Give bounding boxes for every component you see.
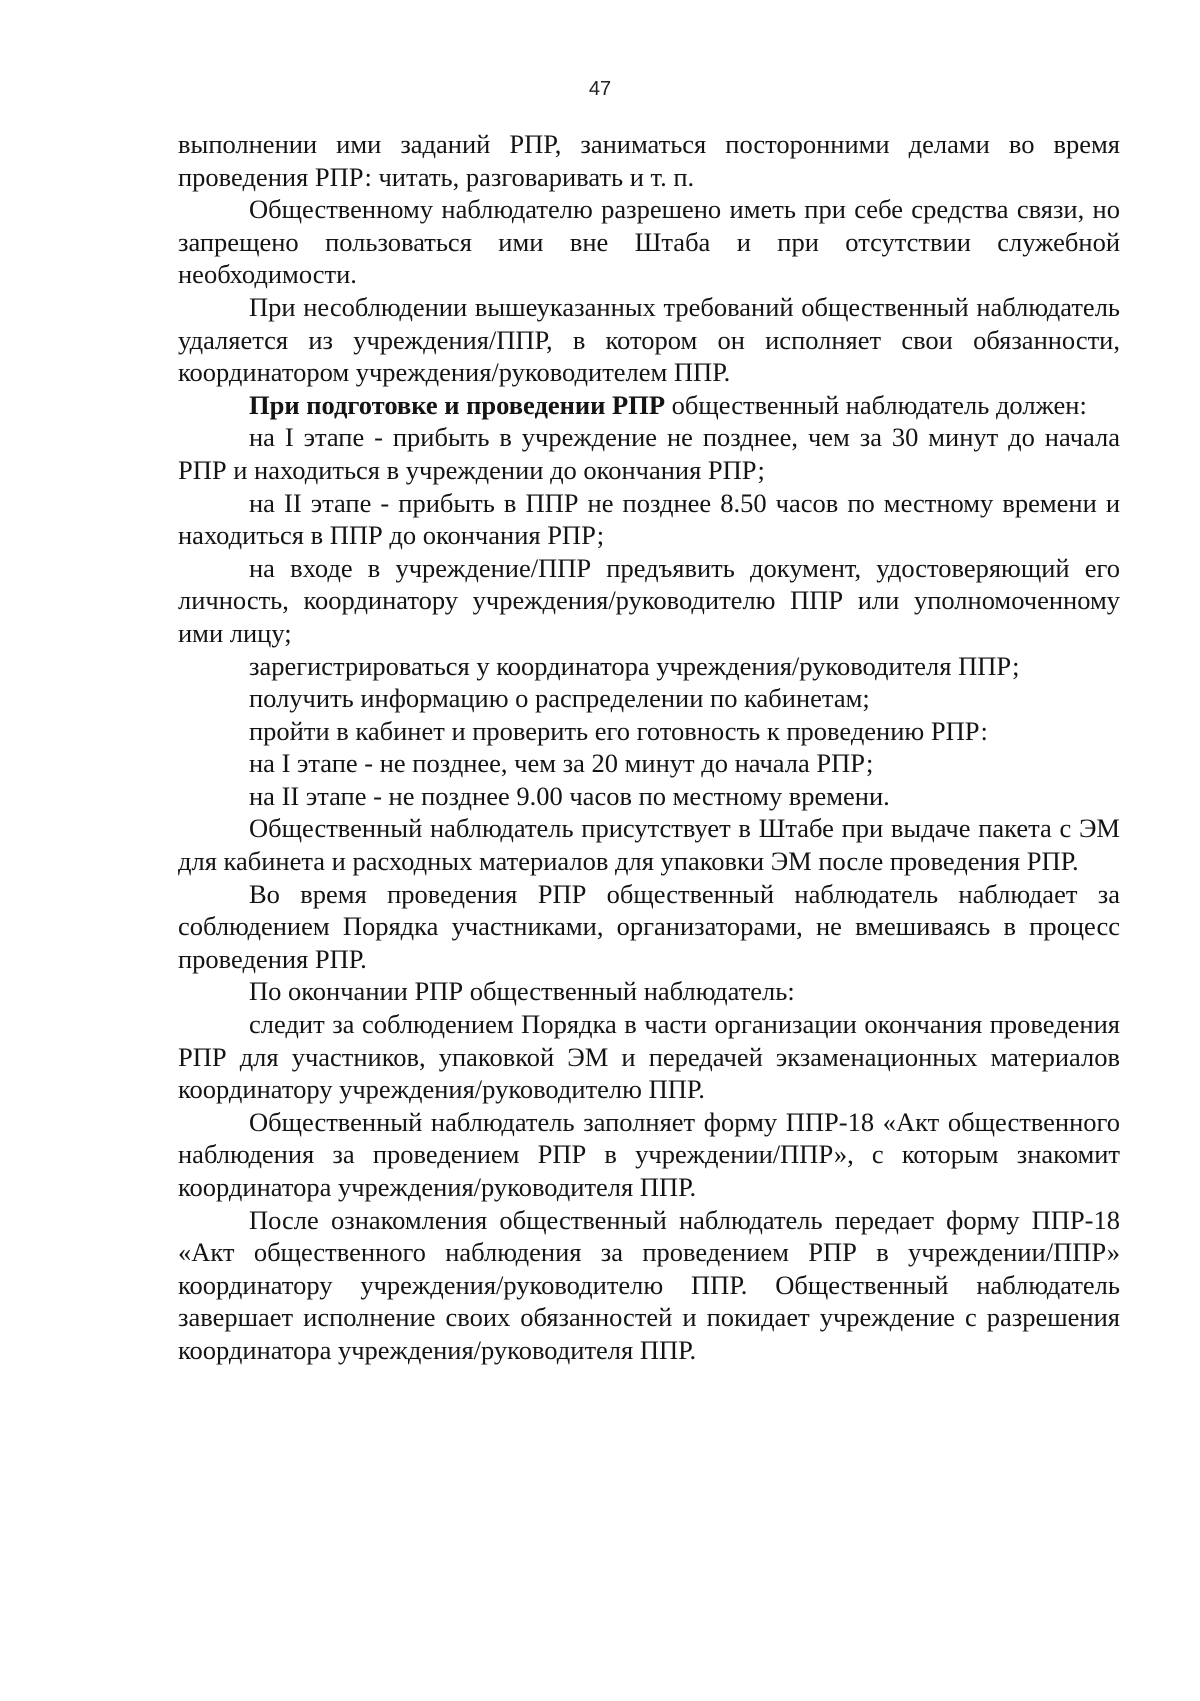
paragraph-observer-must [178, 389, 1120, 422]
paragraph-continuation [178, 128, 1120, 193]
paragraph-text: на II этапе - прибыть в ППР не позднее 8.50 часов по местному времени и находиться в ППР до окончания РПР; [178, 487, 1120, 551]
paragraph-headquarters [178, 812, 1120, 877]
paragraph-text: на I этапе - не позднее, чем за 20 минут до начала РПР; [249, 748, 874, 779]
paragraph-stage-1-arrival [178, 421, 1120, 486]
paragraph-text: Во время проведения РПР общественный наблюдатель наблюдает за соблюдением Порядка участниками, организаторами, не вмешиваясь в процесс проведения РПР. [178, 878, 1120, 974]
paragraph-text: Общественный наблюдатель присутствует в Штабе при выдаче пакета с ЭМ для кабинета и расходных материалов для упаковки ЭМ после проведения РПР. [178, 813, 1120, 877]
paragraph-text: получить информацию о распределении по кабинетам; [249, 683, 870, 714]
paragraph-check-room [178, 715, 1120, 748]
paragraph-noncompliance [178, 291, 1120, 389]
paragraph-text: После ознакомления общественный наблюдатель передает форму ППР-18 «Акт общественного наблюдения за проведением РПР в учреждении/ППР» координатору учреждения/руководителю ППР. Общественный наблюдатель завершает исполнение своих обязанностей и покидает учреждение с разрешения координатора учреждения/руководителя ППР. [178, 1204, 1120, 1365]
paragraph-text: По окончании РПР общественный наблюдатель: [249, 976, 795, 1007]
paragraph-present-document [178, 552, 1120, 650]
paragraph-stage-2-arrival [178, 487, 1120, 552]
paragraph-communication-means [178, 193, 1120, 291]
paragraph-text: Общественному наблюдателю разрешено иметь при себе средства связи, но запрещено пользоваться ими вне Штаба и при отсутствии служебной необходимости. [178, 194, 1120, 290]
paragraph-monitor-end [178, 1008, 1120, 1106]
paragraph-text: зарегистрироваться у координатора учреждения/руководителя ППР; [249, 650, 1020, 681]
paragraph-fill-form [178, 1106, 1120, 1204]
paragraph-hand-over-form [178, 1204, 1120, 1367]
paragraph-text: пройти в кабинет и проверить его готовность к проведению РПР: [249, 715, 988, 746]
paragraph-text: на I этапе - прибыть в учреждение не позднее, чем за 30 минут до начала РПР и находиться в учреждении до окончания РПР; [178, 422, 1120, 485]
paragraph-after-rpr [178, 975, 1120, 1008]
paragraph-text: на II этапе - не позднее 9.00 часов по местному времени. [249, 780, 890, 811]
paragraph-text: выполнении ими заданий РПР, заниматься посторонними делами во время проведения РПР: читать, разговаривать и т. п. [178, 129, 1120, 192]
paragraph-during-rpr [178, 878, 1120, 976]
page-number: 47 [588, 78, 612, 100]
bold-heading-phrase: При подготовке и проведении РПР [249, 389, 666, 420]
paragraph-text: на входе в учреждение/ППР предъявить документ, удостоверяющий его личность, координатору учреждения/руководителю ППР или уполномоченному ими лицу; [178, 552, 1120, 648]
paragraph-text: общественный наблюдатель должен: [665, 389, 1087, 420]
paragraph-stage-2-check [178, 780, 1120, 813]
paragraph-text: следит за соблюдением Порядка в части организации окончания проведения РПР для участников, упаковкой ЭМ и передачей экзаменационных материалов координатору учреждения/руководителю ППР. [178, 1009, 1120, 1105]
paragraph-text: При несоблюдении вышеуказанных требований общественный наблюдатель удаляется из учреждения/ППР, в котором он исполняет свои обязанности, координатором учреждения/руководителем ППР. [178, 291, 1120, 388]
paragraph-text: Общественный наблюдатель заполняет форму ППР-18 «Акт общественного наблюдения за проведением РПР в учреждении/ППР», с которым знакомит координатора учреждения/руководителя ППР. [178, 1106, 1120, 1202]
paragraph-stage-1-check [178, 747, 1120, 780]
document-body [178, 128, 1120, 1367]
paragraph-get-info [178, 682, 1120, 715]
paragraph-register [178, 650, 1120, 683]
